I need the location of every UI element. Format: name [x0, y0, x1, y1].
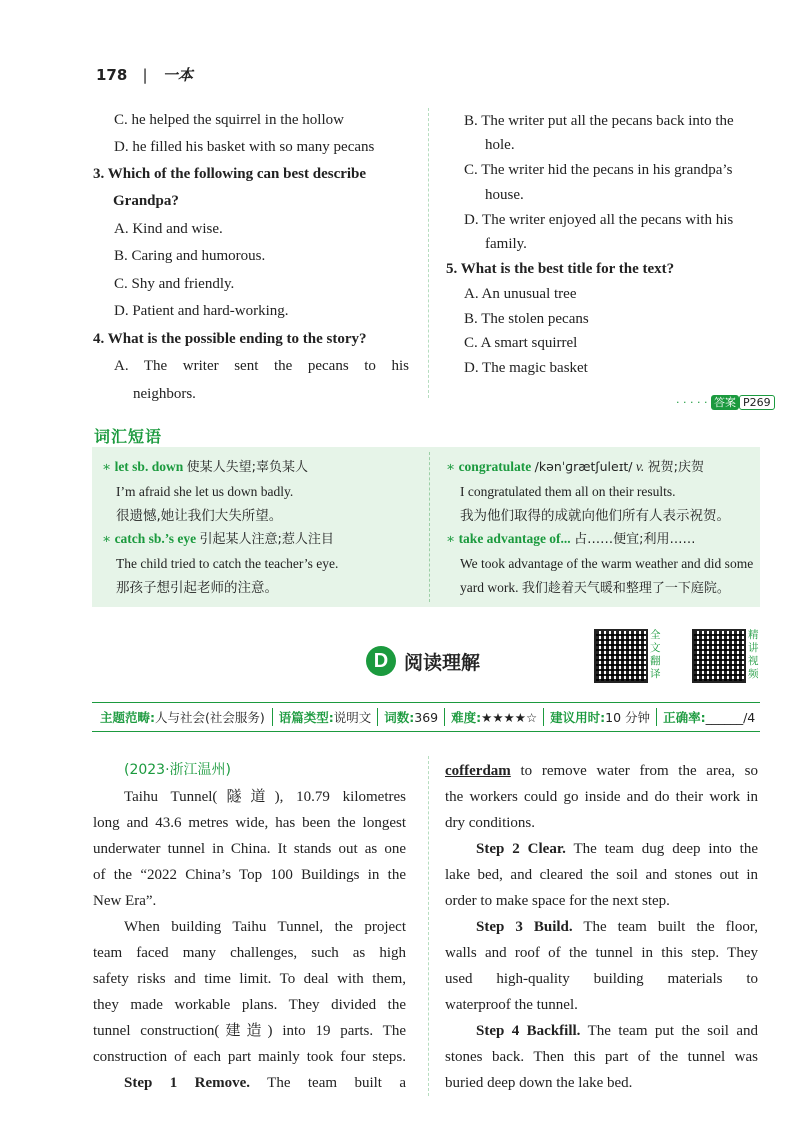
question-3-cont: Grandpa? [113, 193, 179, 209]
step-3-text: The team built the floor, [583, 919, 758, 935]
step-4-line [445, 1018, 758, 1044]
passage-line: of the “2022 China’s Top 100 Buildings in the [93, 867, 406, 883]
q5-option-a: A. An unusual tree [464, 286, 577, 302]
passage-line: underwater tunnel in China. It stands out as one [93, 841, 406, 857]
vocab-term: take advantage of... [458, 531, 571, 546]
vocab-phonetic: /kənˈɡrætʃuleɪt/ [534, 459, 633, 474]
passage-line: long and 43.6 metres wide, has been the longest [93, 815, 406, 831]
meta-theme [92, 708, 273, 726]
step-1-text: The team built a [267, 1075, 406, 1091]
step-2-line [445, 836, 758, 862]
answer-reference[interactable] [676, 394, 775, 410]
passage-line: team faced many challenges, such as high [93, 945, 406, 961]
vocab-pos: v. [635, 459, 645, 474]
q5-option-b: B. The stolen pecans [464, 311, 589, 327]
passage-line: When building Taihu Tunnel, the project [124, 919, 406, 935]
section-letter-badge: D [366, 646, 396, 676]
meta-accuracy-label: 正确率: [663, 710, 706, 725]
vocab-meaning: 祝贺;庆贺 [647, 460, 704, 475]
vocab-item-congratulate [446, 455, 730, 528]
answer-dots: · · · · · [676, 396, 708, 409]
q4-option-c: C. The writer hid the pecans in his grandpa’s [464, 162, 733, 178]
meta-accuracy [657, 708, 761, 726]
vocab-item-let-down [102, 455, 308, 528]
q3-option-a: A. Kind and wise. [114, 221, 223, 237]
header-separator: | [142, 66, 148, 84]
question-4: 4. What is the possible ending to the story? [93, 331, 367, 347]
question-5: 5. What is the best title for the text? [446, 261, 675, 277]
passage-line: used high-quality building materials to [445, 971, 758, 987]
qr-translation-icon[interactable] [594, 629, 648, 683]
passage-left-column [93, 784, 406, 1096]
option-d: D. he filled his basket with so many pecans [114, 139, 375, 155]
vocab-example-zh: 那孩子想引起老师的注意。 [116, 580, 278, 596]
meta-genre [273, 708, 379, 726]
passage-line: construction of each part mainly took four steps. [93, 1049, 406, 1065]
meta-time-value: 10 分钟 [605, 710, 651, 725]
step-1-line [93, 1070, 406, 1096]
meta-words-label: 词数: [384, 710, 415, 725]
option-c: C. he helped the squirrel in the hollow [114, 112, 344, 128]
vocab-example-en-cont: yard work. [460, 580, 519, 595]
brand-logo: 一本 [162, 66, 193, 84]
q3-option-c: C. Shy and friendly. [114, 276, 235, 292]
vocab-meaning: 引起某人注意;惹人注目 [199, 532, 334, 547]
q4-option-a-cont: neighbors. [133, 386, 196, 402]
vocab-item-catch-eye [102, 527, 338, 600]
vocab-meaning: 占……便宜;利用…… [574, 532, 696, 547]
meta-theme-label: 主题范畴: [100, 710, 155, 725]
vocab-meaning: 使某人失望;辜负某人 [186, 460, 308, 475]
qr-video-label: 精讲视频 [748, 629, 759, 680]
passage-line [445, 758, 758, 784]
vocab-term: congratulate [458, 459, 532, 474]
q5-option-c: C. A smart squirrel [464, 335, 578, 351]
page-header [96, 64, 193, 85]
passage-line: they made workable plans. They divided the [93, 997, 406, 1013]
bullet-icon: ∗ [102, 531, 112, 546]
vocab-term: catch sb.’s eye [114, 531, 197, 546]
column-divider-bottom [428, 756, 429, 1096]
passage-line: waterproof the tunnel. [445, 997, 578, 1013]
answer-label: 答案 [711, 395, 739, 410]
meta-words-value: 369 [414, 710, 439, 725]
q4-option-c-cont: house. [485, 187, 524, 203]
meta-difficulty-label: 难度: [451, 710, 482, 725]
meta-accuracy-value: ______/4 [705, 710, 756, 725]
passage-text: to remove water from the area, so [520, 763, 758, 779]
meta-genre-label: 语篇类型: [278, 710, 334, 725]
passage-line: tunnel construction(建造) into 19 parts. The [93, 1023, 406, 1039]
step-3-heading: Step 3 Build. [476, 919, 573, 935]
vocab-example-en: The child tried to catch the teacher’s eye. [116, 556, 339, 571]
passage-right-column [445, 758, 758, 1096]
meta-bar [92, 702, 760, 732]
passage-line: walls and roof of the tunnel in this step. They [445, 945, 758, 961]
bullet-icon: ∗ [102, 459, 112, 474]
q4-option-a: A. The writer sent the pecans to his [114, 358, 409, 374]
page-number: 178 [96, 66, 128, 84]
column-divider-top [428, 108, 429, 398]
vocab-divider [429, 452, 430, 602]
vocab-example-zh: 很遗憾,她让我们大失所望。 [116, 508, 283, 524]
q4-option-b: B. The writer put all the pecans back into the [464, 113, 734, 129]
vocab-example-en: I’m afraid she let us down badly. [116, 484, 294, 499]
cofferdam-word[interactable]: cofferdam [445, 763, 511, 779]
vocab-example-en: I congratulated them all on their results. [460, 484, 676, 499]
q3-option-b: B. Caring and humorous. [114, 248, 266, 264]
vocab-title: 词汇短语 [94, 427, 163, 446]
passage-source: (2023·浙江温州) [124, 762, 232, 778]
q3-option-d: D. Patient and hard-working. [114, 303, 289, 319]
meta-difficulty [445, 708, 544, 726]
meta-difficulty-stars: ★★★★☆ [481, 710, 538, 725]
q4-option-d: D. The writer enjoyed all the pecans with his [464, 212, 734, 228]
step-4-heading: Step 4 Backfill. [476, 1023, 581, 1039]
meta-genre-value: 说明文 [333, 710, 372, 725]
passage-line: dry conditions. [445, 815, 535, 831]
q5-option-d: D. The magic basket [464, 360, 588, 376]
meta-time-label: 建议用时: [550, 710, 606, 725]
vocab-example-zh: 我为他们取得的成就向他们所有人表示祝贺。 [460, 508, 730, 524]
passage-line: buried deep down the lake bed. [445, 1075, 633, 1091]
step-2-text: The team dug deep into the [573, 841, 758, 857]
q4-option-d-cont: family. [485, 236, 527, 252]
bullet-icon: ∗ [446, 459, 456, 474]
passage-line: stones back. Then this part of the tunnel was [445, 1049, 758, 1065]
step-4-text: The team put the soil and [587, 1023, 758, 1039]
vocab-example-zh: 我们趁着天气暖和整理了一下庭院。 [521, 581, 730, 596]
vocab-item-take-advantage [446, 527, 753, 601]
passage-line: safety risks and time limit. To deal with them, [93, 971, 406, 987]
vocab-example-en: We took advantage of the warm weather and did some [460, 556, 754, 571]
answer-page: P269 [739, 395, 775, 410]
qr-video-icon[interactable] [692, 629, 746, 683]
qr-translation-label: 全文翻译 [650, 629, 661, 680]
passage-line: New Era”. [93, 893, 157, 909]
meta-time [544, 708, 657, 726]
vocab-term: let sb. down [114, 459, 184, 474]
passage-line: order to make space for the next step. [445, 893, 670, 909]
step-2-heading: Step 2 Clear. [476, 841, 566, 857]
meta-theme-value: 人与社会(社会服务) [155, 710, 265, 725]
q4-option-b-cont: hole. [485, 137, 515, 153]
passage-line: the workers could go inside and do their work in [445, 789, 758, 805]
passage-line: lake bed, and cleared the soil and stones out in [445, 867, 758, 883]
question-3: 3. Which of the following can best describe [93, 166, 367, 182]
section-title: 阅读理解 [404, 651, 481, 674]
section-d-header [366, 646, 480, 676]
passage-line: Taihu Tunnel(隧道), 10.79 kilometres [124, 789, 406, 805]
bullet-icon: ∗ [446, 531, 456, 546]
step-1-heading: Step 1 Remove. [124, 1075, 251, 1091]
meta-words [378, 708, 445, 726]
step-3-line [445, 914, 758, 940]
